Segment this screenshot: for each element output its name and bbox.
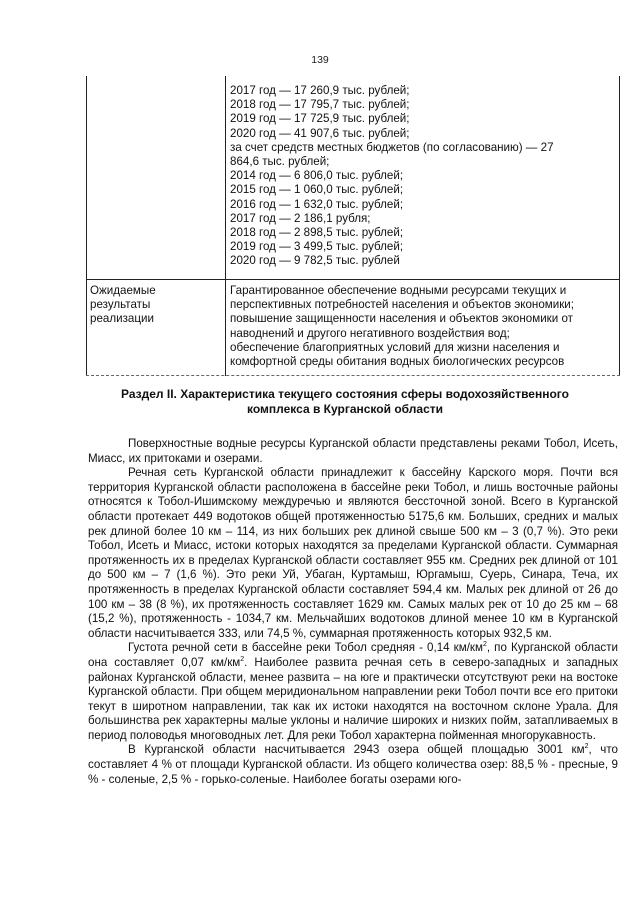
section-heading-line-2: комплекса в Курганской области [247, 402, 443, 416]
funding-line: 2017 год — 2 186,1 рубля; [230, 211, 371, 225]
results-line: повышение защищенности населения и объектов экономики от [230, 312, 573, 326]
table-border-left [86, 76, 87, 376]
results-label-line: Ожидаемые [90, 284, 156, 297]
superscript: 2 [482, 641, 487, 649]
funding-cell [230, 84, 616, 269]
program-passport-table [86, 76, 620, 376]
text-fragment: . Наиболее развита речная сеть в северо-западных и западных районах Курганской области, менее развита – на юге и практически отсутствуют реки на востоке Курганской области. При общем меридиональном направлении реки Тобол почти все его притоки текут в широтном направлении, так как их истоки находятся на восточном склоне Урала. Для большинства рек характерны малые уклоны и наличие широких и низких пойм, затапливаемых в период половодья многоводных лет. Для реки Тобол характерна пойменная многорукавность. [88, 655, 618, 742]
results-label-line: результаты [90, 298, 151, 312]
funding-line: 2020 год — 9 782,5 тыс. рублей [230, 254, 400, 268]
results-label-cell [90, 284, 224, 327]
text-fragment: Густота речной сети в бассейне реки Тобол средняя - 0,14 км/км [128, 641, 483, 655]
funding-line: 2016 год — 1 632,0 тыс. рублей; [230, 197, 404, 211]
paragraph-river-density [88, 641, 618, 743]
table-column-divider [225, 76, 226, 376]
results-line: перспективных потребностей населения и объектов экономики; [230, 298, 574, 312]
superscript: 2 [584, 743, 589, 751]
funding-line: 2020 год — 41 907,6 тыс. рублей; [230, 126, 410, 140]
paragraph-lakes [88, 743, 618, 787]
results-label-line: реализации [90, 312, 154, 326]
funding-line: 2019 год — 3 499,5 тыс. рублей; [230, 240, 404, 254]
funding-line: 2015 год — 1 060,0 тыс. рублей; [230, 183, 404, 197]
text-fragment: В Курганской области насчитывается 2943 озера общей площадью 3001 км [128, 743, 585, 757]
results-line: Гарантированное обеспечение водными ресурсами текущих и [230, 284, 567, 297]
funding-line: 2014 год — 6 806,0 тыс. рублей; [230, 169, 404, 183]
funding-line: 2018 год — 2 898,5 тыс. рублей; [230, 226, 404, 240]
text-fragment: , по Курганской области она составляет 0,07 км/км [88, 641, 618, 669]
section-heading-line-1: Раздел II. Характеристика текущего состояния сферы водохозяйственного [121, 387, 569, 401]
funding-line: 864,6 тыс. рублей; [230, 155, 330, 169]
section-body [88, 437, 618, 787]
funding-line: за счет средств местных бюджетов (по согласованию) — 27 [230, 140, 554, 154]
funding-line: 2019 год — 17 725,9 тыс. рублей; [230, 112, 410, 126]
superscript: 2 [240, 656, 245, 664]
section-heading [100, 387, 590, 417]
results-line: наводнений и другого негативного воздействия вод; [230, 326, 510, 340]
paragraph-surface-water: Поверхностные водные ресурсы Курганской области представлены реками Тобол, Исеть, Миасс, их притоками и озерами. [88, 437, 618, 465]
funding-line: 2017 год — 17 260,9 тыс. рублей; [230, 84, 410, 97]
paragraph-river-network: Речная сеть Курганской области принадлежит к бассейну Карского моря. Почти вся территория Курганской области расположена в бассейне реки Тобол, и лишь восточные районы относятся к Тобол-Ишимскому междуречью и являются бессточной зоной. Всего в Курганской области протекает 449 водотоков общей протяженностью 5175,6 км. Больших, средних и малых рек длиной более 10 км – 114, из них больших рек длиной свыше 500 км – 3 (0,7 %). Это реки Тобол, Исеть и Миасс, истоки которых находятся за пределами Курганской области. Суммарная протяженность их в пределах Курганской области составляет 955 км. Средних рек длиной от 101 до 500 км – 7 (1,6 %). Это реки Уй, Убаган, Куртамыш, Юргамыш, Суерь, Синара, Теча, их протяженность в пределах Курганской области составляет 594,4 км. Малых рек длиной от 26 до 100 км – 38 (8 %), их протяженность составляет 1629 км. Самых малых рек от 10 до 25 км – 68 (15,2 %), протяженность - 1034,7 км. Мельчайших водотоков длиной менее 10 км в Курганской области насчитывается 333, или 74,5 %, суммарная протяженность которых 932,5 км. [88, 466, 618, 640]
results-line: обеспечение благоприятных условий для жизни населения и [230, 340, 560, 354]
results-cell [230, 284, 616, 369]
page-number: 139 [311, 54, 329, 66]
funding-line: 2018 год — 17 795,7 тыс. рублей; [230, 98, 410, 112]
text-fragment: , что составляет 4 % от площади Курганской области. Из общего количества озер: 88,5 % - пресные, 9 % - соленые, 2,5 % - горько-соленые. Наиболее богаты озерами юго- [88, 743, 618, 786]
results-line: комфортной среды обитания водных биологических ресурсов [230, 355, 565, 369]
table-bottom-cut [86, 375, 620, 376]
table-row-divider [86, 279, 620, 280]
table-border-right [619, 76, 620, 376]
